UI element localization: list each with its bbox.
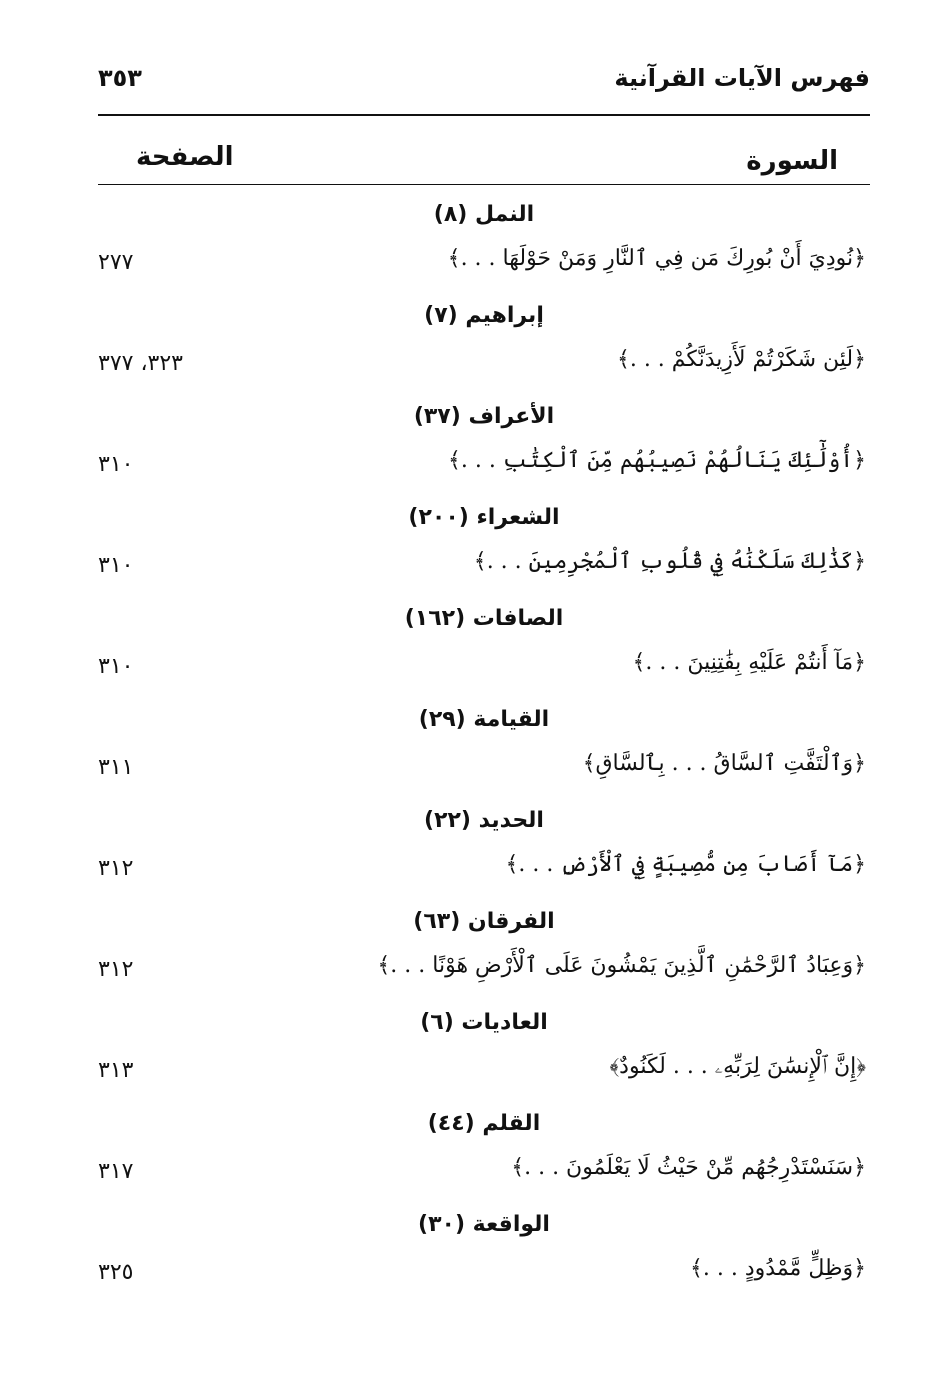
page-reference: ٣١٠ xyxy=(98,553,134,578)
surah-heading: الفرقان (٦٣) xyxy=(413,909,555,934)
verse-row xyxy=(98,1054,870,1090)
surah-heading: الشعراء (٢٠٠) xyxy=(408,505,560,530)
index-entry xyxy=(98,1105,870,1206)
verse-text: ﴿سَنَسْتَدْرِجُهُم مِّنْ حَيْثُ لَا يَعْلَمُونَ . . .﴾ xyxy=(511,1155,866,1180)
verse-text: ﴿مَآ أَصَابَ مِن مُّصِيبَةٍ فِي ٱلْأَرْضِ . . .﴾ xyxy=(505,852,866,877)
verse-row xyxy=(98,246,870,282)
column-headers xyxy=(98,140,870,185)
index-entry xyxy=(98,1206,870,1307)
surah-heading: القلم (٤٤) xyxy=(427,1111,541,1136)
index-entry xyxy=(98,1004,870,1105)
surah-heading: الأعراف (٣٧) xyxy=(413,404,555,429)
verse-text: ﴿أُوْلَٰٓئِكَ يَنَالُهُمْ نَصِيبُهُم مِّنَ ٱلْكِتَٰبِ . . .﴾ xyxy=(448,448,866,473)
surah-heading: العاديات (٦) xyxy=(420,1010,548,1035)
surah-heading: الحديد (٢٢) xyxy=(424,808,544,833)
surah-heading: النمل (٨) xyxy=(433,202,535,227)
index-entry xyxy=(98,196,870,297)
surah-heading: الصافات (١٦٢) xyxy=(404,606,564,631)
verse-text: ﴿وَظِلٍّ مَّمْدُودٍ . . .﴾ xyxy=(690,1256,866,1281)
verse-row xyxy=(98,1256,870,1292)
verse-row xyxy=(98,852,870,888)
page-reference: ٢٧٧ xyxy=(98,250,134,275)
verse-index-list xyxy=(98,196,870,1307)
verse-row xyxy=(98,448,870,484)
verse-text: ﴿وَعِبَادُ ٱلرَّحْمَٰنِ ٱلَّذِينَ يَمْشُونَ عَلَى ٱلْأَرْضِ هَوْنًا . . .﴾ xyxy=(377,953,866,978)
verse-text: ﴿كَذَٰلِكَ سَلَكْنَٰهُ فِي قُلُوبِ ٱلْمُجْرِمِينَ . . .﴾ xyxy=(473,549,866,574)
surah-heading: الواقعة (٣٠) xyxy=(418,1212,550,1237)
page-reference: ٣١١ xyxy=(98,755,134,780)
page-reference: ٣١٢ xyxy=(98,856,134,881)
surah-column-header: السورة xyxy=(746,146,838,176)
page-header xyxy=(98,58,870,116)
index-entry xyxy=(98,297,870,398)
index-entry xyxy=(98,802,870,903)
page-column-header: الصفحة xyxy=(136,142,234,172)
surah-heading: إبراهيم (٧) xyxy=(424,303,544,328)
page-reference: ٣١٠ xyxy=(98,654,134,679)
verse-row xyxy=(98,751,870,787)
page-reference: ٣١٧ xyxy=(98,1159,134,1184)
verse-row xyxy=(98,650,870,686)
verse-text: ﴿وَٱلْتَفَّتِ ٱلسَّاقُ . . . بِٱلسَّاقِ﴾ xyxy=(582,751,866,776)
surah-heading: القيامة (٢٩) xyxy=(418,707,550,732)
page-reference: ٣١٠ xyxy=(98,452,134,477)
page-reference: ٣١٢ xyxy=(98,957,134,982)
running-title: فهرس الآيات القرآنية xyxy=(614,64,870,92)
verse-text: ﴿نُودِيَ أَنْ بُورِكَ مَن فِي ٱلنَّارِ وَمَنْ حَوْلَهَا . . .﴾ xyxy=(447,246,866,271)
index-entry xyxy=(98,903,870,1004)
index-entry xyxy=(98,398,870,499)
verse-text: ﴿إِنَّ ٱلْإِنسَٰنَ لِرَبِّهِۦ . . . لَكَنُودٌ﴾ xyxy=(609,1054,866,1079)
page-reference: ٣٢٣، ٣٧٧ xyxy=(98,351,183,376)
page-number: ٣٥٣ xyxy=(98,64,142,92)
verse-row xyxy=(98,347,870,383)
index-entry xyxy=(98,701,870,802)
verse-row xyxy=(98,1155,870,1191)
verse-text: ﴿لَئِن شَكَرْتُمْ لَأَزِيدَنَّكُمْ . . .﴾ xyxy=(616,347,866,372)
index-entry xyxy=(98,600,870,701)
verse-row xyxy=(98,953,870,989)
verse-text: ﴿مَآ أَنتُمْ عَلَيْهِ بِفَٰتِنِينَ . . .﴾ xyxy=(632,650,866,675)
index-entry xyxy=(98,499,870,600)
page-reference: ٣١٣ xyxy=(98,1058,134,1083)
page-reference: ٣٢٥ xyxy=(98,1260,134,1285)
verse-row xyxy=(98,549,870,585)
